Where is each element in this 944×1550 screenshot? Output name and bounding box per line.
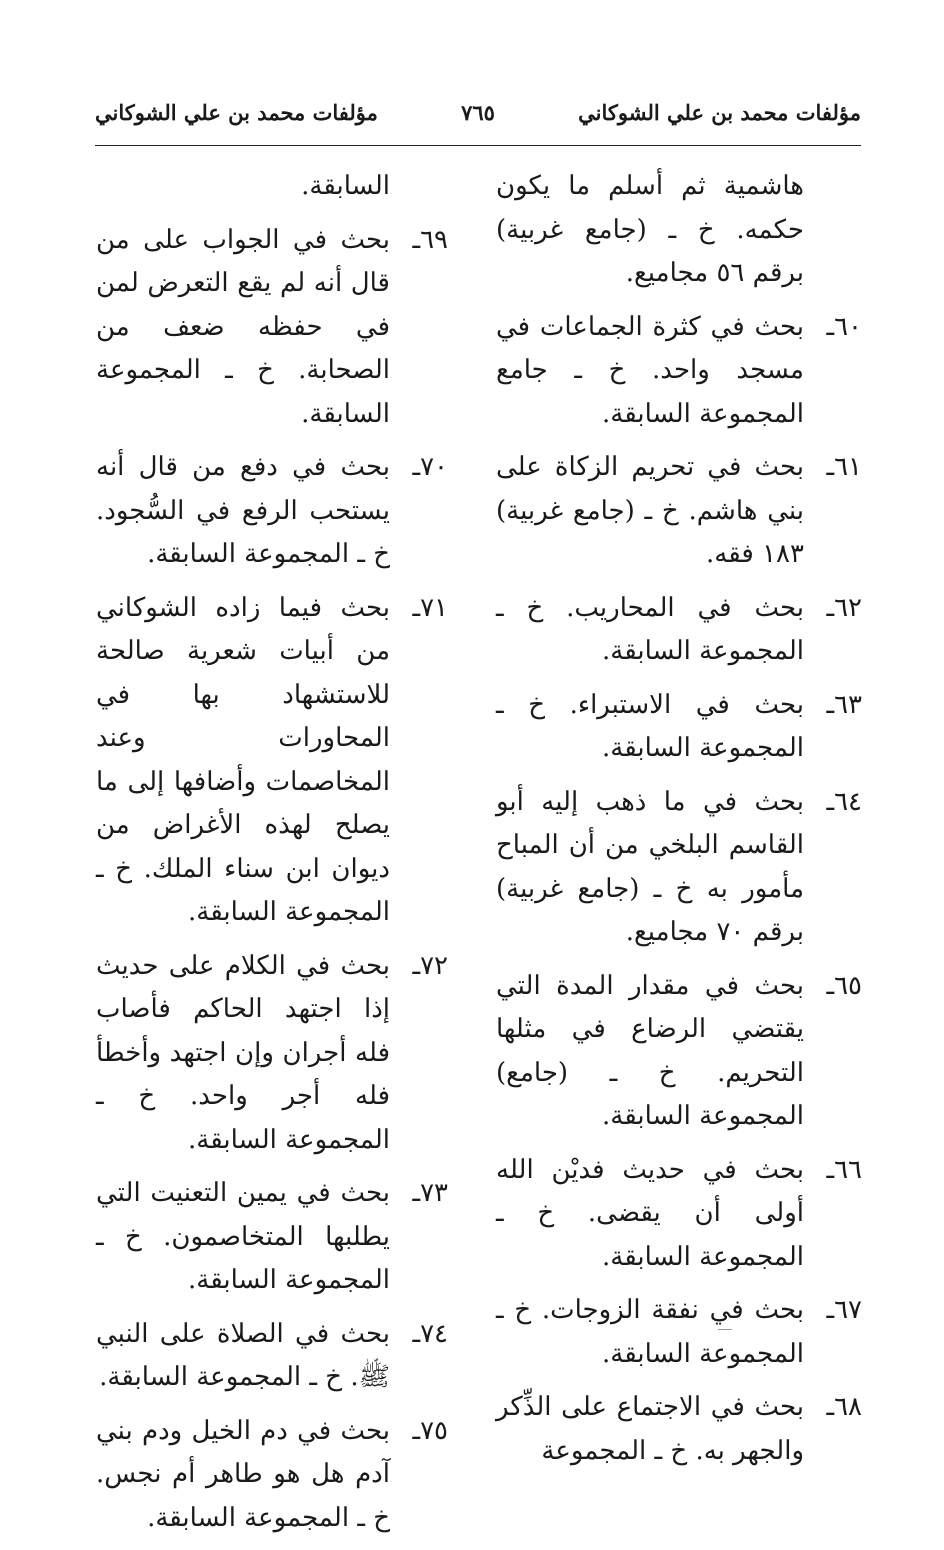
entry-text: بحث في ما ذهب إليه أبو القاسم البلخي من أن المباح مأمور به خ ـ (جامع غربية) برقم ٧٠ مجاميع. bbox=[496, 786, 804, 947]
list-item bbox=[496, 965, 862, 1139]
list-item bbox=[96, 446, 448, 577]
list-item bbox=[96, 219, 448, 437]
entry-number: ٦٥ـ bbox=[826, 970, 862, 1001]
right-column bbox=[496, 165, 862, 1483]
entry-number: ٦٤ـ bbox=[826, 786, 862, 817]
entry-text: بحث في كثرة الجماعات في مسجد واحد. خ ـ جامع المجموعة السابقة. bbox=[496, 311, 804, 429]
list-item bbox=[496, 1386, 862, 1473]
list-item bbox=[496, 1289, 862, 1376]
margin-mark bbox=[718, 1329, 732, 1330]
list-item bbox=[496, 1149, 862, 1280]
entry-text: بحث في مقدار المدة التي يقتضي الرضاع في مثلها التحريم. خ ـ (جامع) المجموعة السابقة. bbox=[496, 970, 804, 1131]
entry-number: ٧٤ـ bbox=[412, 1318, 448, 1349]
header-rule bbox=[95, 145, 861, 146]
entry-text: بحث في دم الخيل ودم بني آدم هل هو طاهر أم نجس. خ ـ المجموعة السابقة. bbox=[96, 1415, 390, 1533]
list-item bbox=[496, 684, 862, 771]
continuation-text: هاشمية ثم أسلم ما يكون حكمه. خ ـ (جامع غربية) برقم ٥٦ مجاميع. bbox=[496, 171, 804, 288]
entry-number: ٦١ـ bbox=[826, 452, 862, 482]
entry-number: ٦٨ـ bbox=[826, 1392, 862, 1422]
entry-text: بحث في الجواب على من قال أنه لم يقع التعرض لمن في حفظه ضعف من الصحابة. خ ـ المجموعة السابقة. bbox=[96, 224, 390, 429]
entry-text: بحث في المحاريب. خ ـ المجموعة السابقة. bbox=[496, 592, 804, 666]
entry-text: بحث في تحريم الزكاة على بني هاشم. خ ـ (جامع غربية) ١٨٣ فقه. bbox=[496, 452, 804, 569]
entry-number: ٦٩ـ bbox=[412, 224, 448, 255]
entry-text: بحث فيما زاده الشوكاني من أبيات شعرية صالحة للاستشهاد بها في المحاورات وعند المخاصمات وأضافها إلى ما يصلح لهذه الأغراض من ديوان ابن سناء الملك. خ ـ المجموعة السابقة. bbox=[96, 592, 390, 927]
entry-number: ٦٠ـ bbox=[826, 311, 862, 342]
running-title-right: مؤلفات محمد بن علي الشوكاني bbox=[578, 100, 861, 125]
list-item bbox=[96, 945, 448, 1163]
entry-text: بحث في نفقة الزوجات. خ ـ المجموعة السابقة. bbox=[496, 1295, 804, 1369]
entry-number: ٦٣ـ bbox=[826, 689, 862, 720]
entry-text: بحث في الصلاة على النبي ﷺ. خ ـ المجموعة السابقة. bbox=[96, 1318, 390, 1392]
entry-text: بحث في الاجتماع على الذِّكر والجهر به. خ ـ المجموعة bbox=[496, 1392, 804, 1466]
entry-number: ٦٦ـ bbox=[826, 1154, 862, 1185]
entry-text: بحث في يمين التعنيت التي يطلبها المتخاصمون. خ ـ المجموعة السابقة. bbox=[96, 1178, 390, 1295]
page-number: ٧٦٥ bbox=[461, 100, 495, 125]
entry-text: بحث في الكلام على حديث إذا اجتهد الحاكم فأصاب فله أجران وإن اجتهد وأخطأ فله أجر واحد. خ ـ المجموعة السابقة. bbox=[96, 950, 390, 1155]
entry-number: ٧٢ـ bbox=[412, 950, 448, 981]
entry-number: ٧٠ـ bbox=[412, 452, 448, 482]
entry-number: ٦٧ـ bbox=[826, 1295, 862, 1325]
list-item bbox=[96, 1410, 448, 1541]
list-item bbox=[496, 781, 862, 955]
continuation-text: السابقة. bbox=[301, 171, 390, 201]
entry-text: بحث في حديث فديْن الله أولى أن يقضى. خ ـ المجموعة السابقة. bbox=[496, 1154, 804, 1272]
list-item bbox=[96, 1313, 448, 1400]
entry-number: ٧٥ـ bbox=[412, 1415, 448, 1446]
running-title-left: مؤلفات محمد بن علي الشوكاني bbox=[95, 100, 378, 125]
list-item bbox=[496, 446, 862, 577]
entry-text: بحث في الاستبراء. خ ـ المجموعة السابقة. bbox=[496, 689, 804, 763]
entry-number: ٧١ـ bbox=[412, 592, 448, 623]
entry-text: بحث في دفع من قال أنه يستحب الرفع في السُّجود. خ ـ المجموعة السابقة. bbox=[96, 452, 390, 569]
entry-number: ٧٣ـ bbox=[412, 1178, 448, 1208]
entry-number: ٦٢ـ bbox=[826, 592, 862, 623]
list-item bbox=[496, 587, 862, 674]
left-column bbox=[96, 165, 448, 1550]
list-item bbox=[496, 306, 862, 437]
page-header bbox=[95, 100, 861, 140]
list-item bbox=[96, 1172, 448, 1303]
list-item bbox=[96, 587, 448, 935]
